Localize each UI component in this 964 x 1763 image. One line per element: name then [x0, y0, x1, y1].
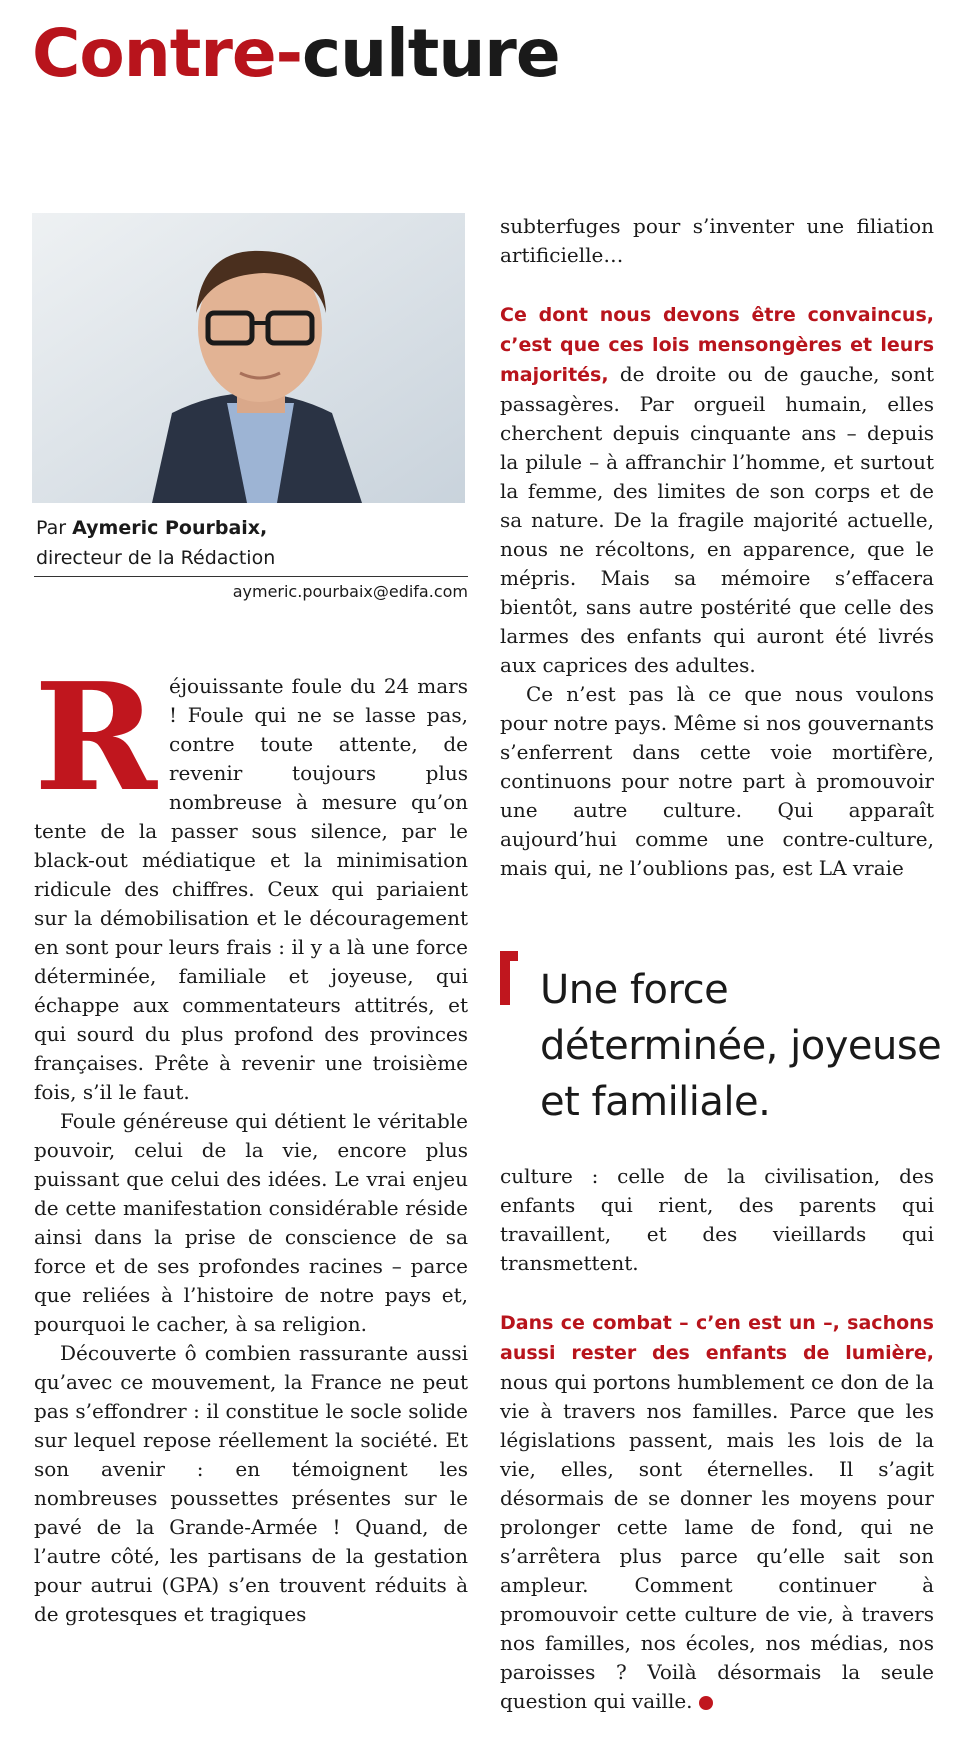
- article-title: [32, 14, 560, 94]
- column-right-top: [500, 212, 934, 883]
- byline-divider: [34, 576, 468, 577]
- byline-prefix: Par: [36, 517, 73, 539]
- byline: [36, 513, 466, 573]
- author-name: Aymeric Pourbaix,: [72, 517, 268, 539]
- drop-cap: R: [34, 650, 157, 824]
- title-red-part: Contre-: [32, 15, 303, 92]
- author-photo: [32, 213, 465, 503]
- section-spacer-2: [500, 1278, 934, 1308]
- paragraph-3: Découverte ô combien rassurante aussi qu’avec ce mouvement, la France ne peut pas s’effondrer : il constitue le socle solide sur lequel repose réellement la société. Et son avenir : en témoignent les nombreuses poussettes présentes sur le pavé de la Grande-Armée ! Quand, de l’autre côté, les partisans de la gestation pour autrui (GPA) s’en trouvent réduits à de grotesques et tragiques: [34, 1341, 468, 1626]
- section-spacer: [500, 270, 934, 300]
- title-black-part: culture: [302, 15, 560, 92]
- lead-in-2: Dans ce combat – c’en est un –, sachons aussi rester des enfants de lumière,: [500, 1312, 934, 1364]
- paragraph-pays: Ce n’est pas là ce que nous voulons pour notre pays. Même si nos gouvernants s’enferrent dans cette voie mortifère, continuons pour notre part à promouvoir une autre culture. Qui apparaît aujourd’hui comme une contre-culture, mais qui, ne l’oublions pas, est LA vraie: [500, 682, 934, 880]
- paragraph-2: Foule généreuse qui détient le véritable pouvoir, celui de la vie, encore plus puissant que celui des idées. Le vrai enjeu de cette manifestation considérable réside ainsi dans la prise de conscience de sa force et de ses profondes racines – parce que reliées à l’histoire de notre pays et, pourquoi le cacher, à sa religion.: [34, 1109, 468, 1336]
- column-right-bottom: [500, 1162, 934, 1716]
- paragraph-continued: subterfuges pour s’inventer une filiation artificielle…: [500, 214, 934, 267]
- paragraph-lead-2-text: nous qui portons humblement ce don de la vie à travers nos familles. Parce que les législations passent, mais les lois de la vie, elles, sont éternelles. Il s’agit désormais de se donner les moyens pour prolonger cette lame de fond, qui ne s’arrêtera plus parce qu’elle sait son ampleur. Comment continuer à promouvoir cette culture de vie, à travers nos familles, nos écoles, nos médias, nos paroisses ? Voilà désormais la seule question qui vaille.: [500, 1370, 934, 1713]
- pull-quote: Une force déterminée, joyeuse et familiale.: [540, 967, 942, 1125]
- paragraph-lead-2: [500, 1308, 934, 1716]
- paragraph-1: [34, 650, 468, 1107]
- paragraph-lead-1-text: de droite ou de gauche, sont passagères. Par orgueil humain, elles cherchent depuis cinquante ans – depuis la pilule – à affranchir l’homme, et surtout la femme, des limites de son corps et de sa nature. De la fragile majorité actuelle, nous ne récoltons, en apparence, que le mépris. Mais sa mémoire s’effacera bientôt, sans autre postérité que celle des larmes des enfants qui auront été livrés aux caprices des adultes.: [500, 362, 934, 677]
- author-email[interactable]: aymeric.pourbaix@edifa.com: [232, 582, 468, 601]
- pullquote-bracket: [500, 951, 518, 1005]
- author-role: directeur de la Rédaction: [36, 547, 276, 569]
- paragraph-culture: culture : celle de la civilisation, des enfants qui rient, des parents qui travaillent, et des vieillards qui transmettent.: [500, 1164, 934, 1275]
- paragraph-lead-1: [500, 300, 934, 680]
- paragraph-1-text: éjouissante foule du 24 mars ! Foule qui ne se lasse pas, contre toute attente, de revenir toujours plus nombreuse à mesure qu’on tente de la passer sous silence, par le black-out médiatique et la minimisation ridicule des chiffres. Ceux qui pariaient sur la démobilisation et le découragement en sont pour leurs frais : il y a là une force déterminée, familiale et joyeuse, qui échappe aux commentateurs attitrés, et qui sourd du plus profond des provinces françaises. Prête à revenir une troisième fois, s’il le faut.: [34, 674, 468, 1104]
- end-mark-icon: [699, 1696, 713, 1710]
- column-left: [34, 650, 468, 1629]
- lead-in-1: Ce dont nous devons être convaincus, c’est que ces lois mensongères et leurs majorités,: [500, 304, 934, 386]
